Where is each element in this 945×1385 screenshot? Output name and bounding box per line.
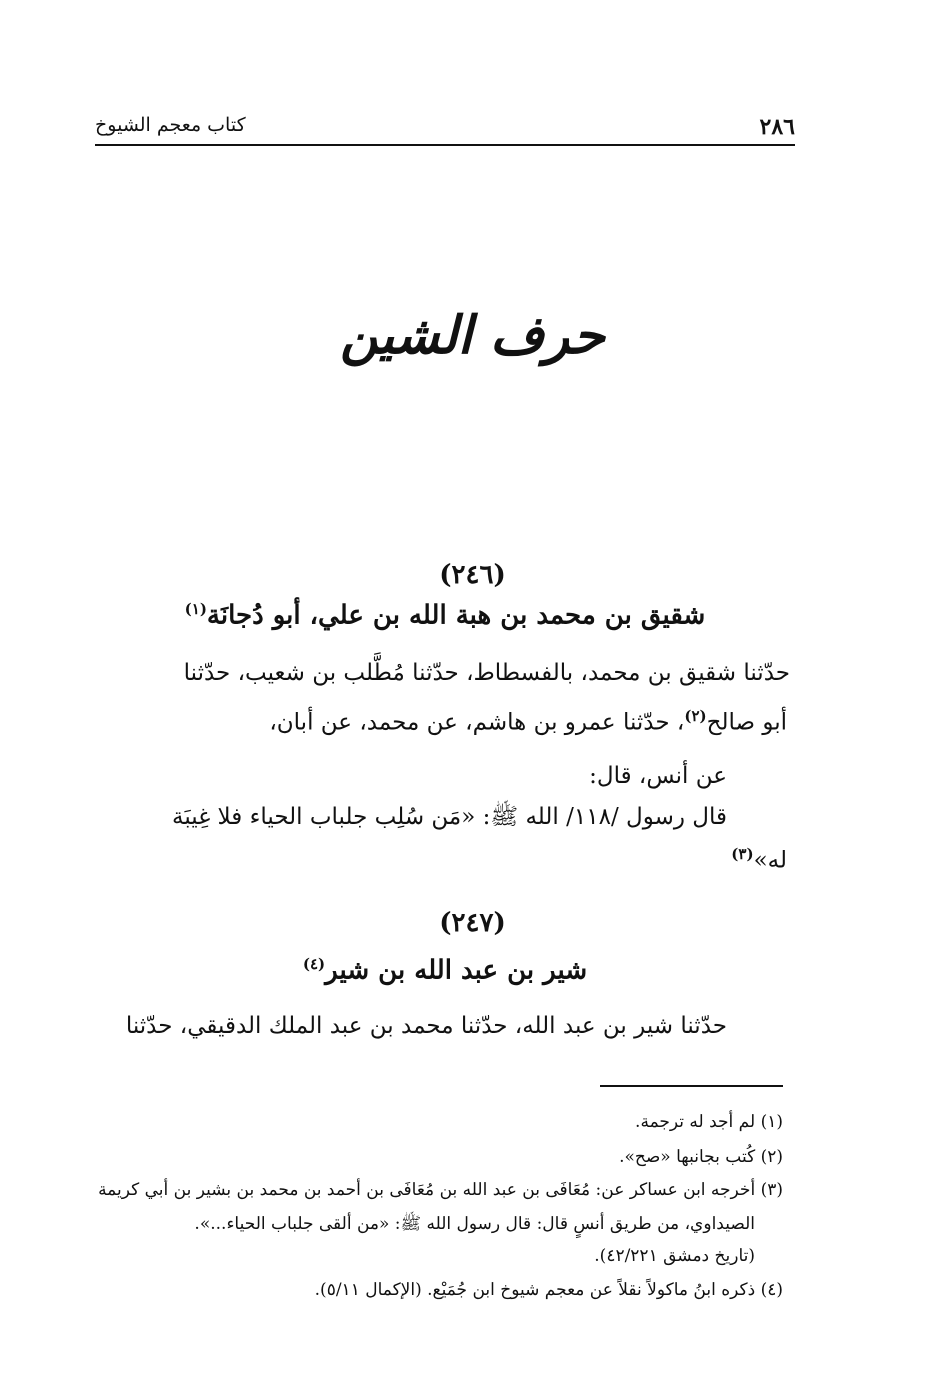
footnote: (٣) أخرجه ابن عساكر عن: مُعَافَى بن عبد الله بن مُعَافَى بن أحمد بن محمد بن بشير بن أبي كريمة xyxy=(98,1180,783,1200)
chapter-title: حرف الشين xyxy=(340,305,605,366)
text-segment: ، حدّثنا عمرو بن هاشم، عن محمد، عن أبان، xyxy=(269,709,685,736)
text-line: عن أنس، قال: xyxy=(589,763,727,789)
entry-title xyxy=(95,955,795,986)
entry-title-text: شير بن عبد الله بن شير xyxy=(325,955,588,986)
entry-number: (٢٤٦) xyxy=(439,560,506,590)
entry-number: (٢٤٧) xyxy=(439,908,506,938)
header-rule xyxy=(95,144,795,146)
footnote: الصيداوي، من طريق أنسٍ قال: قال رسول الله ﷺ: «من ألقى جلباب الحياء...». xyxy=(194,1214,755,1234)
text-line: حدّثنا شقيق بن محمد، بالفسطاط، حدّثنا مُطَّلب بن شعيب، حدّثنا xyxy=(183,660,790,686)
text-segment: أبو صالح xyxy=(706,709,787,736)
entry-title xyxy=(95,600,795,631)
text-line: حدّثنا شير بن عبد الله، حدّثنا محمد بن عبد الملك الدقيقي، حدّثنا xyxy=(125,1013,727,1039)
footnote-ref: (٣) xyxy=(731,845,754,863)
footnote-ref: (١) xyxy=(184,600,207,618)
page-header xyxy=(95,112,795,146)
footnote: (٤) ذكره ابنُ ماكولاً نقلاً عن معجم شيوخ ابن جُمَيْع. (الإكمال ٥/١١). xyxy=(314,1280,783,1300)
footnote-ref: (٤) xyxy=(302,955,326,973)
entry-title-text: شقيق بن محمد بن هبة الله بن علي، أبو دُجانَة xyxy=(206,600,706,631)
footnote: (٢) كُتب بجانبها «صح». xyxy=(619,1147,783,1167)
text-segment: له» xyxy=(753,847,787,874)
footnote: (تاريخ دمشق ٤٢/٢٢١). xyxy=(594,1246,755,1266)
text-line xyxy=(269,707,787,736)
page-number: ٢٨٦ xyxy=(759,114,795,140)
footnote-separator xyxy=(600,1085,783,1087)
footnote-ref: (٢) xyxy=(684,707,707,725)
text-line: قال رسول /١١٨/ الله ﷺ: «مَن سُلِب جلباب الحياء فلا غِيبَة xyxy=(171,804,727,830)
text-line xyxy=(731,845,787,874)
footnote: (١) لم أجد له ترجمة. xyxy=(635,1112,783,1132)
running-title: كتاب معجم الشيوخ xyxy=(95,114,246,136)
